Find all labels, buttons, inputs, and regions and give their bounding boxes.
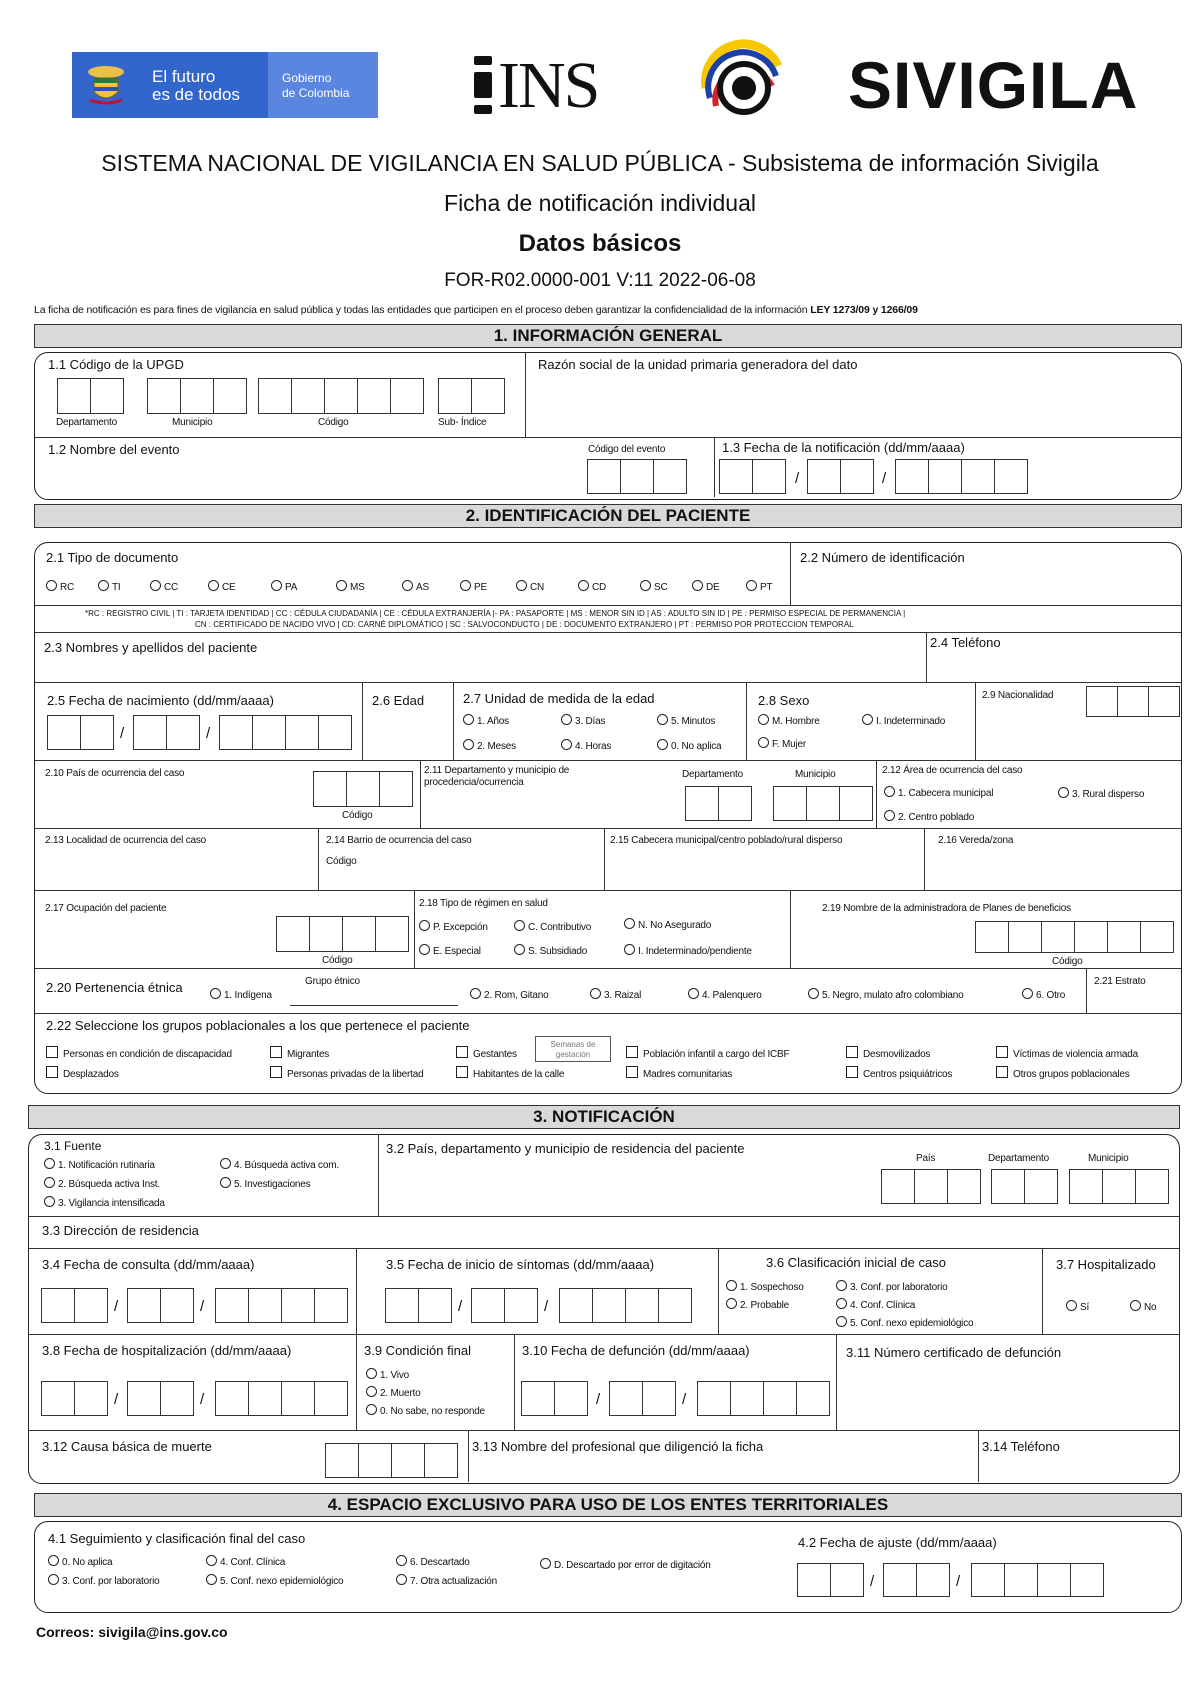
fecha-notificacion-mes[interactable] xyxy=(808,459,874,494)
mun-ocurrencia-boxes[interactable] xyxy=(774,786,873,821)
regimen-indeterminado[interactable]: I. Indeterminado/pendiente xyxy=(624,944,752,957)
fecha-sintomas-label: 3.5 Fecha de inicio de síntomas (dd/mm/aaaa) xyxy=(386,1257,655,1272)
doc-type-ce[interactable]: CE xyxy=(208,580,236,593)
fecha-hosp-dia[interactable] xyxy=(42,1381,108,1416)
condicion-label: 3.9 Condición final xyxy=(364,1343,471,1358)
clasificacion-sospechoso[interactable]: 1. Sospechoso xyxy=(726,1280,804,1293)
doc-type-cd[interactable]: CD xyxy=(578,580,606,593)
depto-ocurrencia-label: Departamento xyxy=(682,769,743,780)
edad-label: 2.6 Edad xyxy=(372,693,425,708)
doc-note-line1: *RC : REGISTRO CIVIL | TI : TARJETA IDENTIDAD | CC : CÉDULA CIUDADANÍA | CE : CÉDULA EXTRANJERÍA |- PA : PASAPORTE | MS : MENOR SIN ID | AS : ADULTO SIN ID | PE : PERMISO ESPECIAL DE PERMANENCIA | xyxy=(85,609,906,618)
estrato-label: 2.21 Estrato xyxy=(1094,976,1146,987)
logo-gobierno-line1: Gobierno xyxy=(282,71,332,85)
upgd-departamento-boxes[interactable] xyxy=(58,378,124,414)
telefono-prof-label: 3.14 Teléfono xyxy=(982,1439,1060,1454)
doc-type-as[interactable]: AS xyxy=(402,580,429,593)
num-id-label: 2.2 Número de identificación xyxy=(800,550,965,565)
evento-label: 1.2 Nombre del evento xyxy=(48,442,180,457)
doc-type-pt[interactable]: PT xyxy=(746,580,772,593)
clasificacion-conf-clinica[interactable]: 4. Conf. Clínica xyxy=(836,1298,915,1311)
fecha-notificacion-label: 1.3 Fecha de la notificación (dd/mm/aaaa) xyxy=(722,440,965,455)
fecha-notificacion-anio[interactable] xyxy=(896,459,1028,494)
logo-futuro-line2: es de todos xyxy=(152,85,240,104)
section3-header: 3. NOTIFICACIÓN xyxy=(28,1105,1180,1129)
nacionalidad-boxes[interactable] xyxy=(1087,686,1180,717)
grupo-victimas[interactable]: Víctimas de violencia armada xyxy=(996,1046,1138,1060)
seg-no-aplica[interactable]: 0. No aplica xyxy=(48,1555,112,1568)
grupo-centros-psiquiatricos[interactable]: Centros psiquiátricos xyxy=(846,1066,952,1080)
fecha-consulta-label: 3.4 Fecha de consulta (dd/mm/aaaa) xyxy=(42,1257,255,1272)
disclaimer xyxy=(34,304,918,316)
razon-social-label: Razón social de la unidad primaria generadora del dato xyxy=(538,357,858,372)
hospitalizado-si[interactable]: Sí xyxy=(1066,1300,1089,1313)
fuente-busqueda-com[interactable]: 4. Búsqueda activa com. xyxy=(220,1158,339,1171)
sub-codigo: Código xyxy=(318,417,349,428)
unidad-no-aplica[interactable]: 0. No aplica xyxy=(657,739,721,752)
area-centro-poblado[interactable]: 2. Centro poblado xyxy=(884,810,974,823)
footer-correos: Correos: sivigila@ins.gov.co xyxy=(36,1624,228,1640)
section4-header: 4. ESPACIO EXCLUSIVO PARA USO DE LOS ENTES TERRITORIALES xyxy=(34,1493,1182,1517)
fecha-notificacion-dia[interactable] xyxy=(720,459,786,494)
fecha-consulta-anio[interactable] xyxy=(216,1288,348,1323)
fecha-ajuste-label: 4.2 Fecha de ajuste (dd/mm/aaaa) xyxy=(798,1535,997,1550)
causa-label: 3.12 Causa básica de muerte xyxy=(42,1439,212,1454)
fecha-nac-label: 2.5 Fecha de nacimiento (dd/mm/aaaa) xyxy=(47,693,274,708)
logo-futuro-line1: El futuro xyxy=(152,67,216,86)
system-title: SISTEMA NACIONAL DE VIGILANCIA EN SALUD PÚBLICA - Subsistema de información Sivigila xyxy=(101,150,1099,176)
clasificacion-label: 3.6 Clasificación inicial de caso xyxy=(766,1255,946,1270)
upgd-label: 1.1 Código de la UPGD xyxy=(48,357,184,372)
codigo-evento-label: Código del evento xyxy=(588,444,666,455)
barrio-label: 2.14 Barrio de ocurrencia del caso xyxy=(326,835,472,846)
clasificacion-conf-lab[interactable]: 3. Conf. por laboratorio xyxy=(836,1280,947,1293)
seg-otra-actualizacion[interactable]: 7. Otra actualización xyxy=(396,1574,497,1587)
etnica-raizal[interactable]: 3. Raizal xyxy=(590,988,641,1001)
etnica-otro[interactable]: 6. Otro xyxy=(1022,988,1065,1001)
doc-type-rc[interactable]: RC xyxy=(46,580,74,593)
fecha-sintomas-anio[interactable] xyxy=(560,1288,692,1323)
disclaimer-text: La ficha de notificación es para fines de vigilancia en salud pública y todas las entidades que participen en el proceso deben garantizar la confidencialidad de la información xyxy=(34,304,808,316)
area-label: 2.12 Área de ocurrencia del caso xyxy=(882,765,1023,776)
grupo-otros[interactable]: Otros grupos poblacionales xyxy=(996,1066,1130,1080)
condicion-no-sabe[interactable]: 0. No sabe, no responde xyxy=(366,1404,485,1417)
fuente-busqueda-inst[interactable]: 2. Búsqueda activa Inst. xyxy=(44,1177,160,1190)
residencia-mun-label: Municipio xyxy=(1088,1153,1129,1164)
fecha-consulta-dia[interactable] xyxy=(42,1288,108,1323)
residencia-pais-label: País xyxy=(916,1153,936,1164)
residencia-depto-boxes[interactable] xyxy=(992,1169,1058,1204)
sub-subindice: Sub- Índice xyxy=(438,417,487,428)
sexo-indeterminado[interactable]: I. Indeterminado xyxy=(862,714,945,727)
etnica-negro[interactable]: 5. Negro, mulato afro colombiano xyxy=(808,988,963,1001)
etnica-rom[interactable]: 2. Rom, Gitano xyxy=(470,988,548,1001)
unidad-anios[interactable]: 1. Años xyxy=(463,714,509,727)
seg-descartado[interactable]: 6. Descartado xyxy=(396,1555,470,1568)
doc-note-line2: CN : CERTIFICADO DE NACIDO VIVO | CD: CARNÉ DIPLOMÁTICO | SC : SALVOCONDUCTO | DE : DOCUMENTO EXTRANJERO | PT : PERMISO POR PROTECCION TEMPORAL xyxy=(195,620,854,629)
sub-municipio: Municipio xyxy=(172,417,213,428)
fecha-hosp-mes[interactable] xyxy=(128,1381,194,1416)
grupo-migrantes[interactable]: Migrantes xyxy=(270,1046,329,1060)
residencia-pais-boxes[interactable] xyxy=(882,1169,981,1204)
tipo-doc-label: 2.1 Tipo de documento xyxy=(46,550,179,565)
fecha-defuncion-label: 3.10 Fecha de defunción (dd/mm/aaaa) xyxy=(522,1343,750,1358)
regimen-excepcion[interactable]: P. Excepción xyxy=(419,920,488,933)
certificado-label: 3.11 Número certificado de defunción xyxy=(846,1345,1062,1360)
grupo-desplazados[interactable]: Desplazados xyxy=(46,1066,119,1080)
sivigila-logo-text: SIVIGILA xyxy=(848,48,1139,122)
seg-conf-lab[interactable]: 3. Conf. por laboratorio xyxy=(48,1574,159,1587)
etnica-label: 2.20 Pertenencia étnica xyxy=(46,980,183,995)
fecha-consulta-mes[interactable] xyxy=(128,1288,194,1323)
grupos-label: 2.22 Seleccione los grupos poblacionales a los que pertenece el paciente xyxy=(46,1018,470,1033)
condicion-vivo[interactable]: 1. Vivo xyxy=(366,1368,409,1381)
vereda-label: 2.16 Vereda/zona xyxy=(938,835,1014,846)
form-title: Ficha de notificación individual xyxy=(444,190,756,216)
residencia-label: 3.2 País, departamento y municipio de residencia del paciente xyxy=(386,1141,745,1156)
grupo-privados-libertad[interactable]: Personas privadas de la libertad xyxy=(270,1066,423,1080)
administradora-boxes[interactable] xyxy=(976,921,1174,953)
fecha-ajuste-mes[interactable] xyxy=(884,1563,950,1597)
section1-header: 1. INFORMACIÓN GENERAL xyxy=(34,324,1182,348)
profesional-label: 3.13 Nombre del profesional que diligenció la ficha xyxy=(472,1439,764,1454)
ins-logo xyxy=(470,50,630,120)
residencia-mun-boxes[interactable] xyxy=(1070,1169,1169,1204)
doc-type-cn[interactable]: CN xyxy=(516,580,544,593)
upgd-municipio-boxes[interactable] xyxy=(148,378,247,414)
seguimiento-label: 4.1 Seguimiento y clasificación final del caso xyxy=(48,1531,306,1546)
telefono-label: 2.4 Teléfono xyxy=(930,635,1001,650)
unidad-meses[interactable]: 2. Meses xyxy=(463,739,516,752)
sexo-hombre[interactable]: M. Hombre xyxy=(758,714,820,727)
upgd-codigo-boxes[interactable] xyxy=(259,378,424,414)
hospitalizado-label: 3.7 Hospitalizado xyxy=(1056,1257,1156,1272)
pais-ocurrencia-boxes[interactable] xyxy=(314,771,413,807)
direccion-label: 3.3 Dirección de residencia xyxy=(42,1223,199,1238)
regimen-especial[interactable]: E. Especial xyxy=(419,944,481,957)
doc-type-sc[interactable]: SC xyxy=(640,580,668,593)
grupo-madres-comunitarias[interactable]: Madres comunitarias xyxy=(626,1066,732,1080)
fecha-hosp-label: 3.8 Fecha de hospitalización (dd/mm/aaaa) xyxy=(42,1343,292,1358)
nombres-label: 2.3 Nombres y apellidos del paciente xyxy=(44,640,258,655)
regimen-contributivo[interactable]: C. Contributivo xyxy=(514,920,591,933)
regimen-subsidiado[interactable]: S. Subsidiado xyxy=(514,944,587,957)
regimen-no-asegurado[interactable]: N. No Asegurado xyxy=(624,918,711,931)
causa-boxes[interactable] xyxy=(326,1443,458,1478)
regimen-label: 2.18 Tipo de régimen en salud xyxy=(419,898,548,909)
hospitalizado-no[interactable]: No xyxy=(1130,1300,1156,1313)
fecha-sintomas-dia[interactable] xyxy=(386,1288,452,1323)
clasificacion-probable[interactable]: 2. Probable xyxy=(726,1298,789,1311)
doc-type-ti[interactable]: TI xyxy=(98,580,121,593)
mun-ocurrencia-label: Municipio xyxy=(795,769,836,780)
upgd-subindice-boxes[interactable] xyxy=(439,378,505,414)
semanas-gestacion[interactable]: Semanas de gestación xyxy=(535,1036,611,1062)
grupo-habitantes-calle[interactable]: Habitantes de la calle xyxy=(456,1066,564,1080)
residencia-depto-label: Departamento xyxy=(988,1153,1049,1164)
ocupacion-codigo: Código xyxy=(322,955,353,966)
doc-type-pa[interactable]: PA xyxy=(271,580,297,593)
grupo-gestantes[interactable]: Gestantes xyxy=(456,1046,517,1060)
fecha-sintomas-mes[interactable] xyxy=(472,1288,538,1323)
doc-type-de[interactable]: DE xyxy=(692,580,720,593)
fecha-hosp-anio[interactable] xyxy=(216,1381,348,1416)
pais-ocurrencia-label: 2.10 País de ocurrencia del caso xyxy=(45,768,185,779)
sexo-label: 2.8 Sexo xyxy=(758,693,810,708)
administradora-codigo: Código xyxy=(1052,956,1083,967)
condicion-muerto[interactable]: 2. Muerto xyxy=(366,1386,420,1399)
fecha-nac-mes[interactable] xyxy=(134,715,200,750)
administradora-label: 2.19 Nombre de la administradora de Planes de beneficios xyxy=(822,903,1071,914)
fecha-defuncion-mes[interactable] xyxy=(610,1381,676,1416)
grupo-discapacidad[interactable]: Personas en condición de discapacidad xyxy=(46,1046,232,1060)
unidad-horas[interactable]: 4. Horas xyxy=(561,739,611,752)
form-code: FOR-R02.0000-001 V:11 2022-06-08 xyxy=(444,270,756,291)
doc-type-ms[interactable]: MS xyxy=(336,580,365,593)
form-subtitle: Datos básicos xyxy=(518,230,682,257)
fuente-rutinaria[interactable]: 1. Notificación rutinaria xyxy=(44,1158,155,1171)
unidad-dias[interactable]: 3. Días xyxy=(561,714,605,727)
grupo-desmovilizados[interactable]: Desmovilizados xyxy=(846,1046,930,1060)
unidad-label: 2.7 Unidad de medida de la edad xyxy=(463,691,655,706)
fecha-defuncion-anio[interactable] xyxy=(698,1381,830,1416)
fuente-vigilancia-intensificada[interactable]: 3. Vigilancia intensificada xyxy=(44,1196,165,1209)
pais-ocurrencia-codigo: Código xyxy=(342,810,373,821)
depto-ocurrencia-boxes[interactable] xyxy=(686,786,752,821)
seg-descartado-error[interactable]: D. Descartado por error de digitación xyxy=(540,1558,711,1571)
law-reference: LEY 1273/09 y 1266/09 xyxy=(810,304,918,316)
codigo-evento-boxes[interactable] xyxy=(588,459,687,494)
fecha-defuncion-dia[interactable] xyxy=(522,1381,588,1416)
section2-header: 2. IDENTIFICACIÓN DEL PACIENTE xyxy=(34,504,1182,528)
fecha-nac-dia[interactable] xyxy=(48,715,114,750)
doc-type-cc[interactable]: CC xyxy=(150,580,178,593)
localidad-label: 2.13 Localidad de ocurrencia del caso xyxy=(45,835,207,846)
unidad-minutos[interactable]: 5. Minutos xyxy=(657,714,715,727)
clasificacion-conf-nexo[interactable]: 5. Conf. nexo epidemiológico xyxy=(836,1316,973,1329)
barrio-codigo: Código xyxy=(326,856,357,867)
fecha-nac-anio[interactable] xyxy=(220,715,352,750)
ocupacion-boxes[interactable] xyxy=(277,916,409,952)
etnica-palenquero[interactable]: 4. Palenquero xyxy=(688,988,762,1001)
fecha-ajuste-anio[interactable] xyxy=(972,1563,1104,1597)
fuente-label: 3.1 Fuente xyxy=(44,1139,102,1153)
area-rural-disperso[interactable]: 3. Rural disperso xyxy=(1058,787,1144,800)
logo-gobierno-line2: de Colombia xyxy=(282,86,350,100)
nacionalidad-label: 2.9 Nacionalidad xyxy=(982,690,1054,701)
fecha-ajuste-dia[interactable] xyxy=(798,1563,864,1597)
seg-conf-nexo[interactable]: 5. Conf. nexo epidemiológico xyxy=(206,1574,343,1587)
area-cabecera[interactable]: 1. Cabecera municipal xyxy=(884,786,993,799)
depto-mun-label: 2.11 Departamento y municipio de procedencia/ocurrencia xyxy=(424,765,570,788)
ocupacion-label: 2.17 Ocupación del paciente xyxy=(45,903,167,914)
sexo-mujer[interactable]: F. Mujer xyxy=(758,737,806,750)
grupo-icbf[interactable]: Población infantil a cargo del ICBF xyxy=(626,1046,789,1060)
etnica-indigena[interactable]: 1. Indígena xyxy=(210,988,272,1001)
cabecera-label: 2.15 Cabecera municipal/centro poblado/rural disperso xyxy=(610,835,843,846)
doc-type-options xyxy=(46,580,786,594)
sub-departamento: Departamento xyxy=(56,417,117,428)
sivigila-eye-icon xyxy=(692,36,792,126)
seg-conf-clinica[interactable]: 4. Conf. Clínica xyxy=(206,1555,285,1568)
fuente-investigaciones[interactable]: 5. Investigaciones xyxy=(220,1177,310,1190)
coat-of-arms-icon xyxy=(82,60,130,108)
doc-type-pe[interactable]: PE xyxy=(460,580,487,593)
grupo-etnico-label: Grupo étnico xyxy=(305,976,360,987)
ins-logo-text: INS xyxy=(498,49,599,122)
gobierno-logo xyxy=(72,52,378,118)
